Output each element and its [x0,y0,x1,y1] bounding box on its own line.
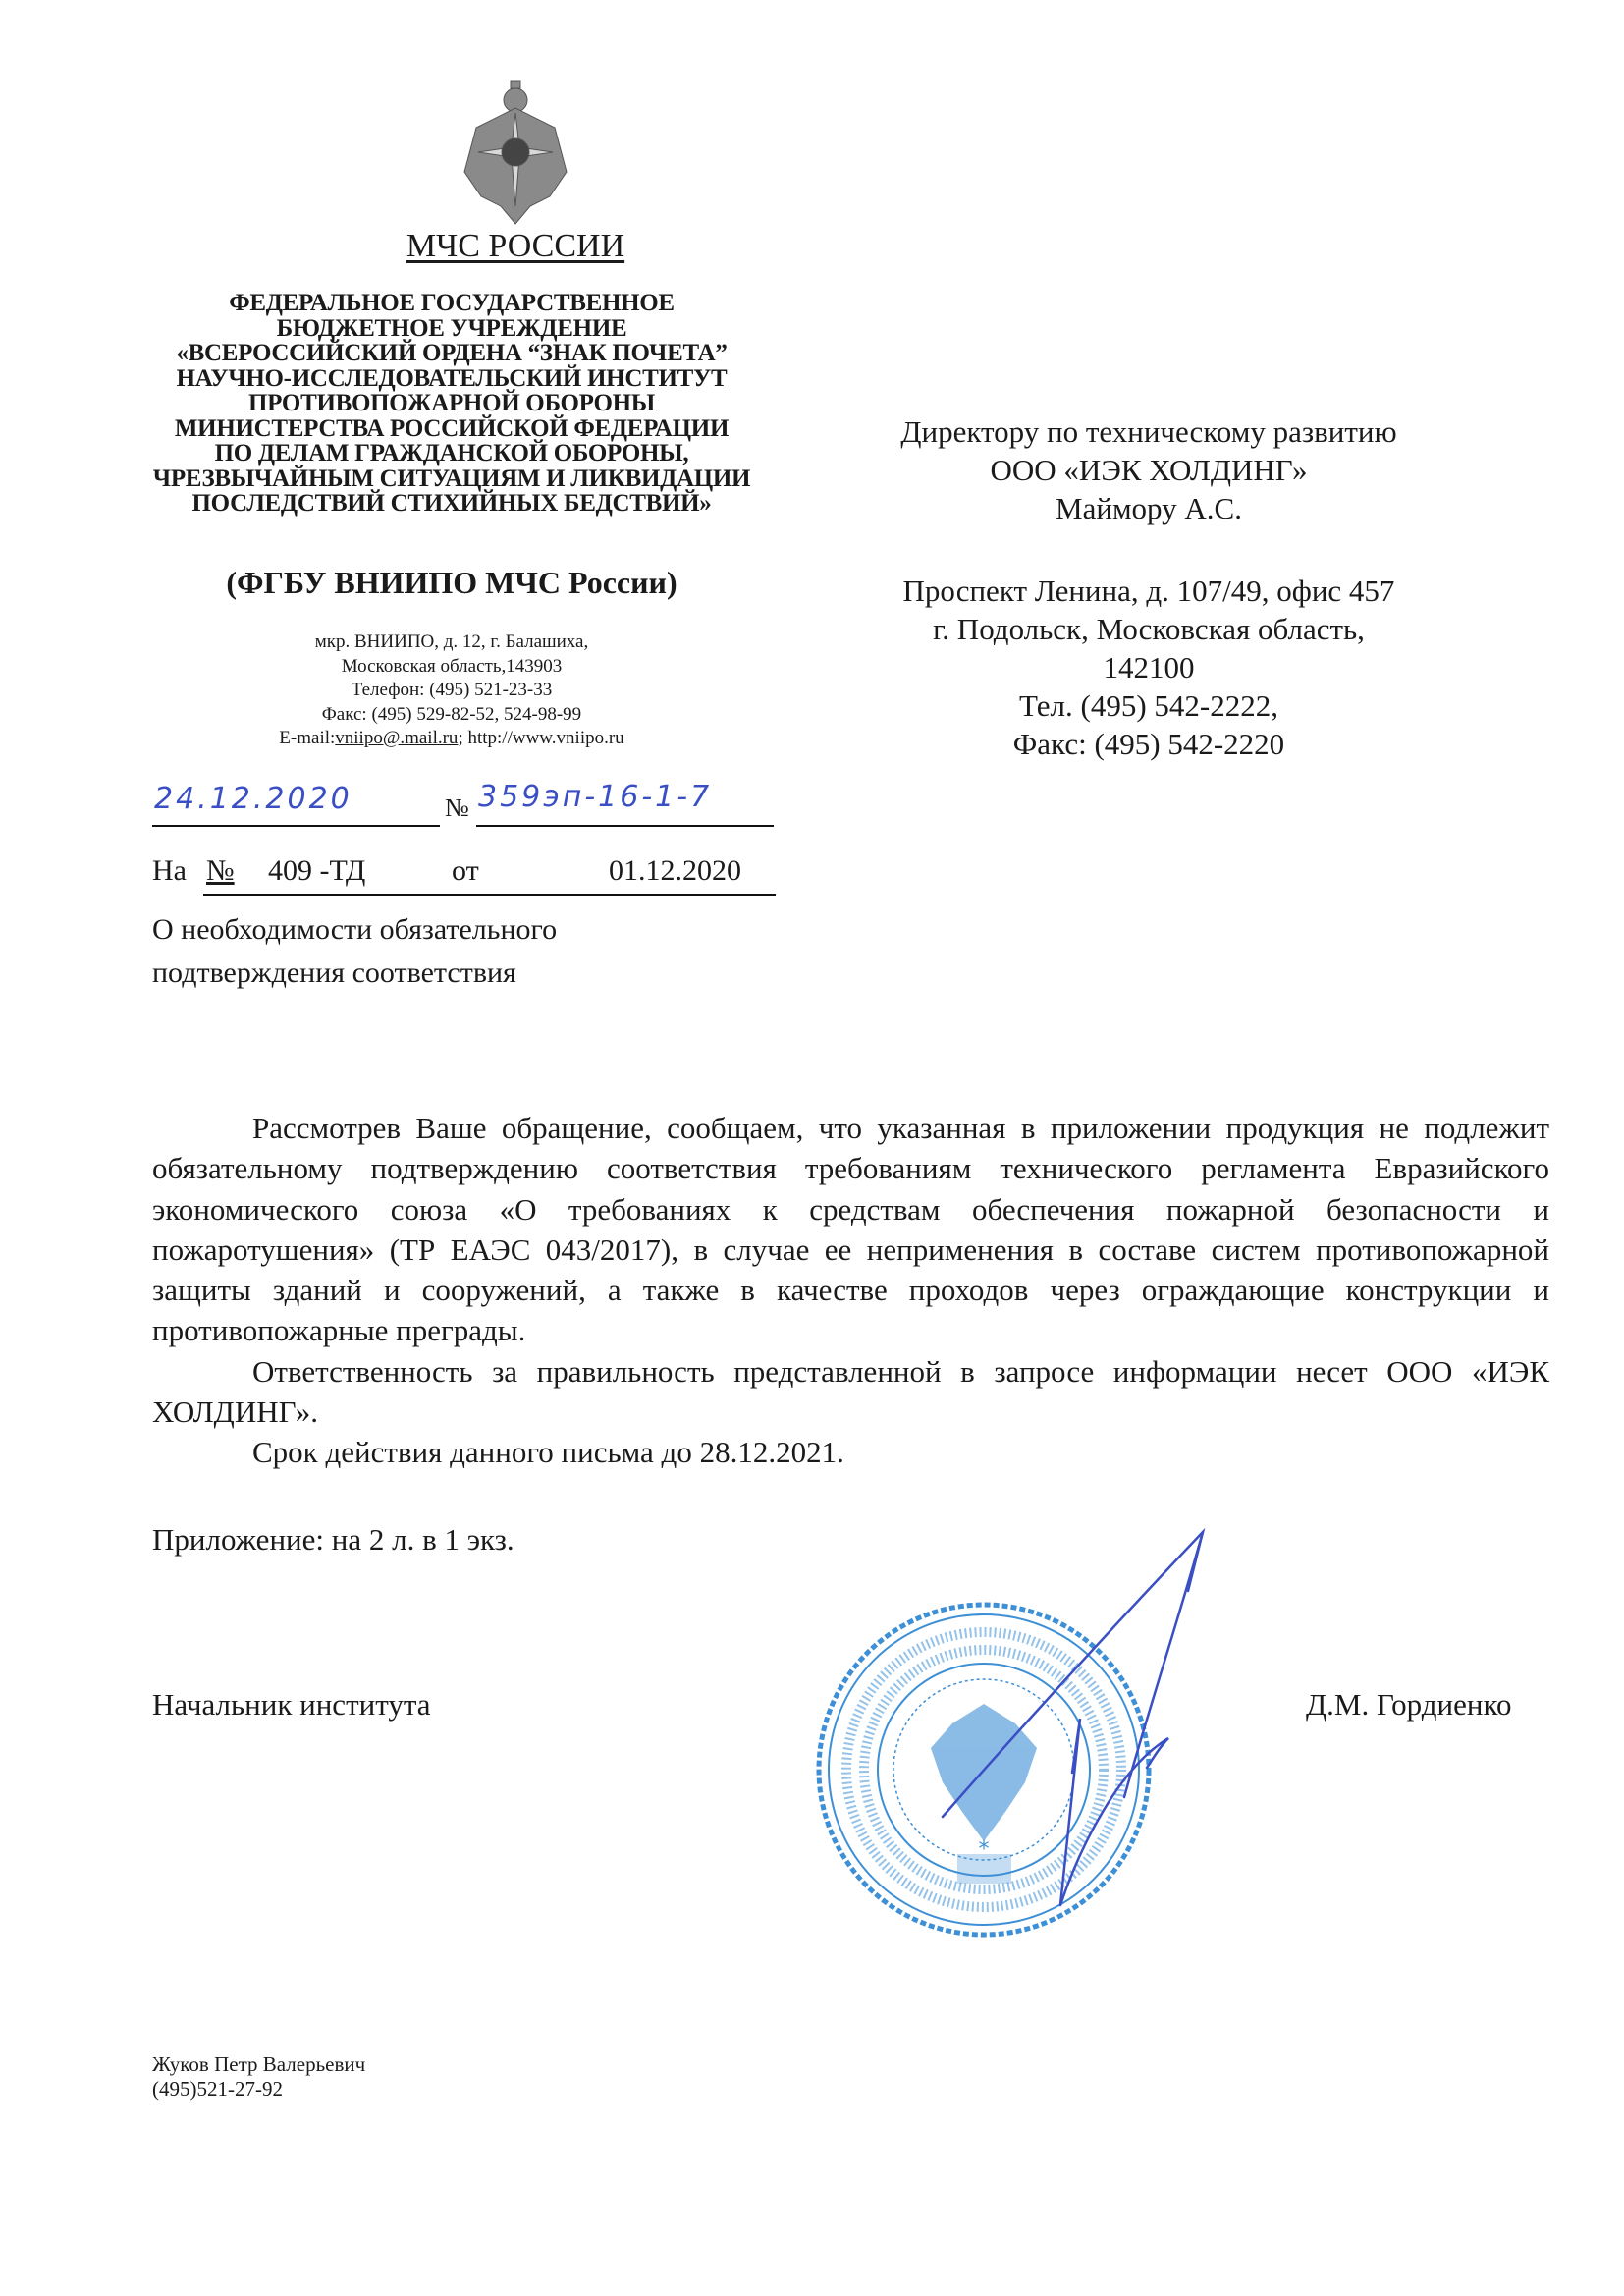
body-paragraph: Срок действия данного письма до 28.12.2021. [252,1435,844,1470]
address-line: мкр. ВНИИПО, д. 12, г. Балашиха, [314,631,589,652]
recipient-city: г. Подольск, Московская область, [933,612,1365,646]
organization-address [147,630,756,751]
email-label: E-mail: [279,728,336,748]
executor-info [152,2052,365,2102]
executor-phone: (495)521-27-92 [152,2077,283,2101]
phone-line: Телефон: (495) 521-23-33 [351,680,553,700]
org-name-line: ЧРЕЗВЫЧАЙНЫМ СИТУАЦИЯМ И ЛИКВИДАЦИИ [152,465,751,492]
recipient-name: Маймору А.С. [1056,491,1242,525]
body-paragraph: Ответственность за правильность представленной в запросе информации несет ООО «ИЭК ХОЛДИНГ». [152,1353,1549,1430]
reply-reference [152,854,776,902]
outgoing-reference [152,776,776,835]
recipient-company: ООО «ИЭК ХОЛДИНГ» [990,453,1308,487]
recipient-street: Проспект Ленина, д. 107/49, офис 457 [902,574,1395,608]
date-underline [152,825,440,827]
reply-number-sign: № [206,854,235,887]
number-sign: № [445,793,469,822]
outgoing-date: 24.12.2020 [154,782,352,816]
letter-subject [152,908,781,995]
organization-full-name [147,291,756,517]
executor-name: Жуков Петр Валерьевич [152,2052,366,2076]
org-name-line: ПОСЛЕДСТВИЙ СТИХИЙНЫХ БЕДСТВИЙ» [191,490,712,517]
mchs-emblem-icon [457,79,574,226]
letter-body [152,1108,1549,1473]
attachment-note: Приложение: на 2 л. в 1 экз. [152,1522,514,1557]
recipient-postcode: 142100 [1103,650,1195,684]
org-name-line: «ВСЕРОССИЙСКИЙ ОРДЕНА “ЗНАК ПОЧЕТА” [176,340,728,366]
handwritten-signature-icon [815,1512,1267,1944]
outgoing-number: 359эп-16-1-7 [478,780,713,814]
org-name-line: МИНИСТЕРСТВА РОССИЙСКОЙ ФЕДЕРАЦИИ [174,414,730,442]
number-underline [476,825,774,827]
address-line: Московская область,143903 [341,655,563,677]
subject-line: О необходимости обязательного [152,913,558,946]
reply-from-label: от [452,854,479,887]
org-name-line: ФЕДЕРАЛЬНОЕ ГОСУДАРСТВЕННОЕ [229,290,675,316]
separator: ; [458,728,468,748]
recipient-phone: Тел. (495) 542-2222, [1019,688,1278,723]
signer-name: Д.М. Гордиенко [1306,1687,1512,1722]
org-name-line: БЮДЖЕТНОЕ УЧРЕЖДЕНИЕ [276,314,627,342]
subject-line: подтверждения соответствия [152,957,516,989]
fax-line: Факс: (495) 529-82-52, 524-98-99 [321,703,582,725]
reply-prefix: На [152,854,187,887]
signer-position: Начальник института [152,1687,431,1722]
recipient-position: Директору по техническому развитию [900,414,1397,449]
reply-number: 409 -ТД [268,854,366,887]
org-name-line: ПРОТИВОПОЖАРНОЙ ОБОРОНЫ [247,390,656,416]
ministry-name: МЧС РОССИИ [406,228,625,264]
recipient [849,412,1448,527]
contact-line [147,727,756,751]
org-name-line: НАУЧНО-ИССЛЕДОВАТЕЛЬСКИЙ ИНСТИТУТ [176,364,728,392]
reply-date: 01.12.2020 [609,854,741,887]
organization-short-name: (ФГБУ ВНИИПО МЧС России) [226,565,677,600]
body-paragraph: Рассмотрев Ваше обращение, сообщаем, что указанная в приложении продукция не подлежит обязательному подтверждению соответствия требованиям технического регламента Евразийского экономического союза «О требованиях к средствам обеспечения пожарной безопасности и пожаротушения» (ТР ЕАЭС 043/2017), в случае ее неприменения в составе систем противопожарной защиты зданий и сооружений, а также в качестве проходов через ограждающие конструкции и противопожарные преграды. [152,1111,1549,1348]
email-link[interactable]: vniipo@.mail.ru [335,728,459,748]
recipient-fax: Факс: (495) 542-2220 [1012,727,1285,761]
website-link[interactable]: http://www.vniipo.ru [467,728,624,748]
recipient-address [849,572,1448,763]
org-name-line: ПО ДЕЛАМ ГРАЖДАНСКОЙ ОБОРОНЫ, [214,440,689,466]
svg-text:*: * [978,1837,990,1862]
reply-underline [203,894,776,896]
